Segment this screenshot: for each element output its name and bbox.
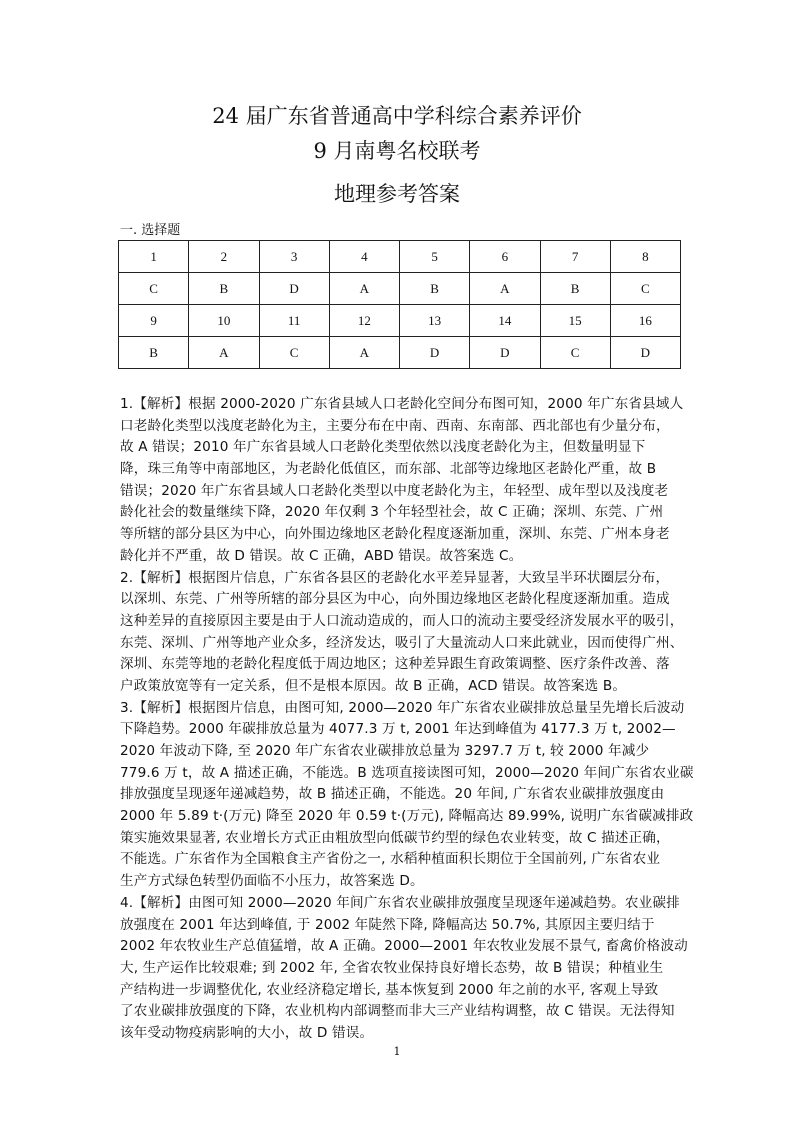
text-line: 龄化社会的数量继续下降，2020 年仅剩 3 个年轻型社会，故 C 正确；深圳、东莞、广州 [120, 504, 664, 521]
text-line: 降，珠三角等中南部地区，为老龄化低值区，而东部、北部等边缘地区老龄化严重，故 B [120, 461, 657, 478]
title-line-3: 地理参考答案 [334, 182, 460, 206]
table-cell: C [610, 273, 680, 305]
table-cell: 9 [119, 305, 189, 337]
text-line: 口老龄化类型以浅度老龄化为主，主要分布在中南、西南、东南部、西北部也有少量分布， [120, 417, 670, 434]
text-line: 放强度在 2001 年达到峰值, 于 2002 年陡然下降, 降幅高达 50.7%, 其原因主要归结于 [120, 916, 655, 933]
page-number: 1 [393, 1045, 401, 1058]
table-cell: A [189, 337, 259, 369]
table-cell: C [119, 273, 189, 305]
question-number-row [119, 305, 681, 337]
table-cell: B [189, 273, 259, 305]
text-line: 错误；2020 年广东省县域人口老龄化类型以中度老龄化为主，年轻型、成年型以及浅度老 [120, 482, 669, 499]
table-cell: 15 [540, 305, 610, 337]
explanation-4 [120, 893, 688, 1045]
table-cell: 14 [470, 305, 540, 337]
text-line: 779.6 万 t，故 A 描述正确，不能选。B 选项直接读图可知，2000—2020 年间广东省农业碳 [120, 764, 694, 781]
table-cell: A [329, 273, 399, 305]
text-line: 3.【解析】根据图片信息，由图可知, 2000—2020 年广东省农业碳排放总量呈先增长后波动 [120, 699, 685, 716]
table-cell: 5 [400, 241, 470, 273]
table-cell: 6 [470, 241, 540, 273]
table-cell: 16 [610, 305, 680, 337]
table-cell: B [119, 337, 189, 369]
text-line: 产结构进一步调整优化, 农业经济稳定增长, 基本恢复到 2000 年之前的水平, 客观上导致 [120, 981, 659, 998]
table-cell: A [470, 273, 540, 305]
text-line: 故 A 错误；2010 年广东省县域人口老龄化类型依然以浅度老龄化为主，但数量明显下 [120, 439, 646, 456]
table-cell: 4 [329, 241, 399, 273]
table-cell: A [329, 337, 399, 369]
table-cell: D [610, 337, 680, 369]
table-cell: 13 [400, 305, 470, 337]
title-line-2: 9 月南粤名校联考 [313, 139, 481, 163]
table-cell: 7 [540, 241, 610, 273]
text-line: 龄化并不严重，故 D 错误。故 C 正确，ABD 错误。故答案选 C。 [120, 547, 523, 564]
answer-table [118, 240, 681, 369]
text-line: 该年受动物疫病影响的大小，故 D 错误。 [120, 1024, 374, 1041]
text-line: 策实施效果显著, 农业增长方式正由粗放型向低碳节约型的绿色农业转变，故 C 描述正确， [120, 829, 670, 846]
explanation-2 [120, 568, 685, 698]
text-line: 等所辖的部分县区为中心，向外围边缘地区老龄化程度逐渐加重，深圳、东莞、广州本身老 [120, 526, 670, 543]
answer-row [119, 337, 681, 369]
question-number-row [119, 241, 681, 273]
text-line: 2020 年波动下降, 至 2020 年广东省农业碳排放总量为 3297.7 万 t, 较 2000 年减少 [120, 743, 650, 759]
table-cell: D [470, 337, 540, 369]
table-cell: D [259, 273, 329, 305]
text-line: 东莞、深圳、广州等地产业众多，经济发达，吸引了大量流动人口来此就业，因而使得广州、 [120, 634, 684, 651]
answer-row [119, 273, 681, 305]
text-line: 大, 生产运作比较艰难; 到 2002 年, 全省农牧业保持良好增长态势，故 B 错误；种植业生 [120, 959, 664, 976]
text-line: 户政策放宽等有一定关系，但不是根本原因。故 B 正确，ACD 错误。故答案选 B。 [120, 677, 627, 694]
text-line: 以深圳、东莞、广州等所辖的部分县区为中心，向外围边缘地区老龄化程度逐渐加重。造成 [120, 591, 670, 608]
text-line: 了农业碳排放强度的下降，农业机构内部调整而非大三产业结构调整，故 C 错误。无法得知 [120, 1003, 675, 1020]
section-heading: 一. 选择题 [120, 223, 181, 238]
text-line: 1.【解析】根据 2000-2020 广东省县域人口老龄化空间分布图可知，2000 年广东省县域人 [120, 396, 684, 412]
text-line: 下降趋势。2000 年碳排放总量为 4077.3 万 t, 2001 年达到峰值为 4177.3 万 t, 2002— [120, 721, 676, 738]
explanations [120, 394, 694, 1045]
table-cell: 1 [119, 241, 189, 273]
text-line: 2.【解析】根据图片信息，广东省各县区的老龄化水平差异显著，大致呈半环状圈层分布， [120, 569, 670, 586]
table-cell: C [540, 337, 610, 369]
text-line: 生产方式绿色转型仍面临不小压力，故答案选 D。 [120, 873, 424, 890]
text-line: 不能选。广东省作为全国粮食主产省份之一, 水稻种植面积长期位于全国前列, 广东省农业 [120, 851, 661, 868]
text-line: 这种差异的直接原因主要是由于人口流动造成的，而人口的流动主要受经济发展水平的吸引， [120, 612, 684, 629]
table-cell: 8 [610, 241, 680, 273]
table-cell: B [540, 273, 610, 305]
text-line: 2000 年 5.89 t·(万元) 降至 2020 年 0.59 t·(万元), 降幅高达 89.99%, 说明广东省碳减排政 [120, 808, 694, 825]
table-cell: D [400, 337, 470, 369]
table-cell: 3 [259, 241, 329, 273]
text-line: 深圳、东莞等地的老龄化程度低于周边地区；这种差异跟生育政策调整、医疗条件改善、落 [120, 656, 670, 673]
title-line-1: 24 届广东省普通高中学科综合素养评价 [212, 104, 582, 128]
text-line: 4.【解析】由图可知 2000—2020 年间广东省农业碳排放强度呈现逐年递减趋势。农业碳排 [120, 894, 680, 911]
table-cell: 2 [189, 241, 259, 273]
text-line: 2002 年农牧业生产总值猛增，故 A 正确。2000—2001 年农牧业发展不景气, 畜禽价格波动 [120, 938, 688, 955]
explanation-1 [120, 394, 685, 568]
table-cell: 11 [259, 305, 329, 337]
table-cell: 12 [329, 305, 399, 337]
table-cell: 10 [189, 305, 259, 337]
table-cell: B [400, 273, 470, 305]
text-line: 排放强度呈现逐年递减趋势，故 B 描述正确，不能选。20 年间, 广东省农业碳排放强度由 [120, 786, 665, 803]
explanation-3 [120, 698, 694, 893]
table-cell: C [259, 337, 329, 369]
